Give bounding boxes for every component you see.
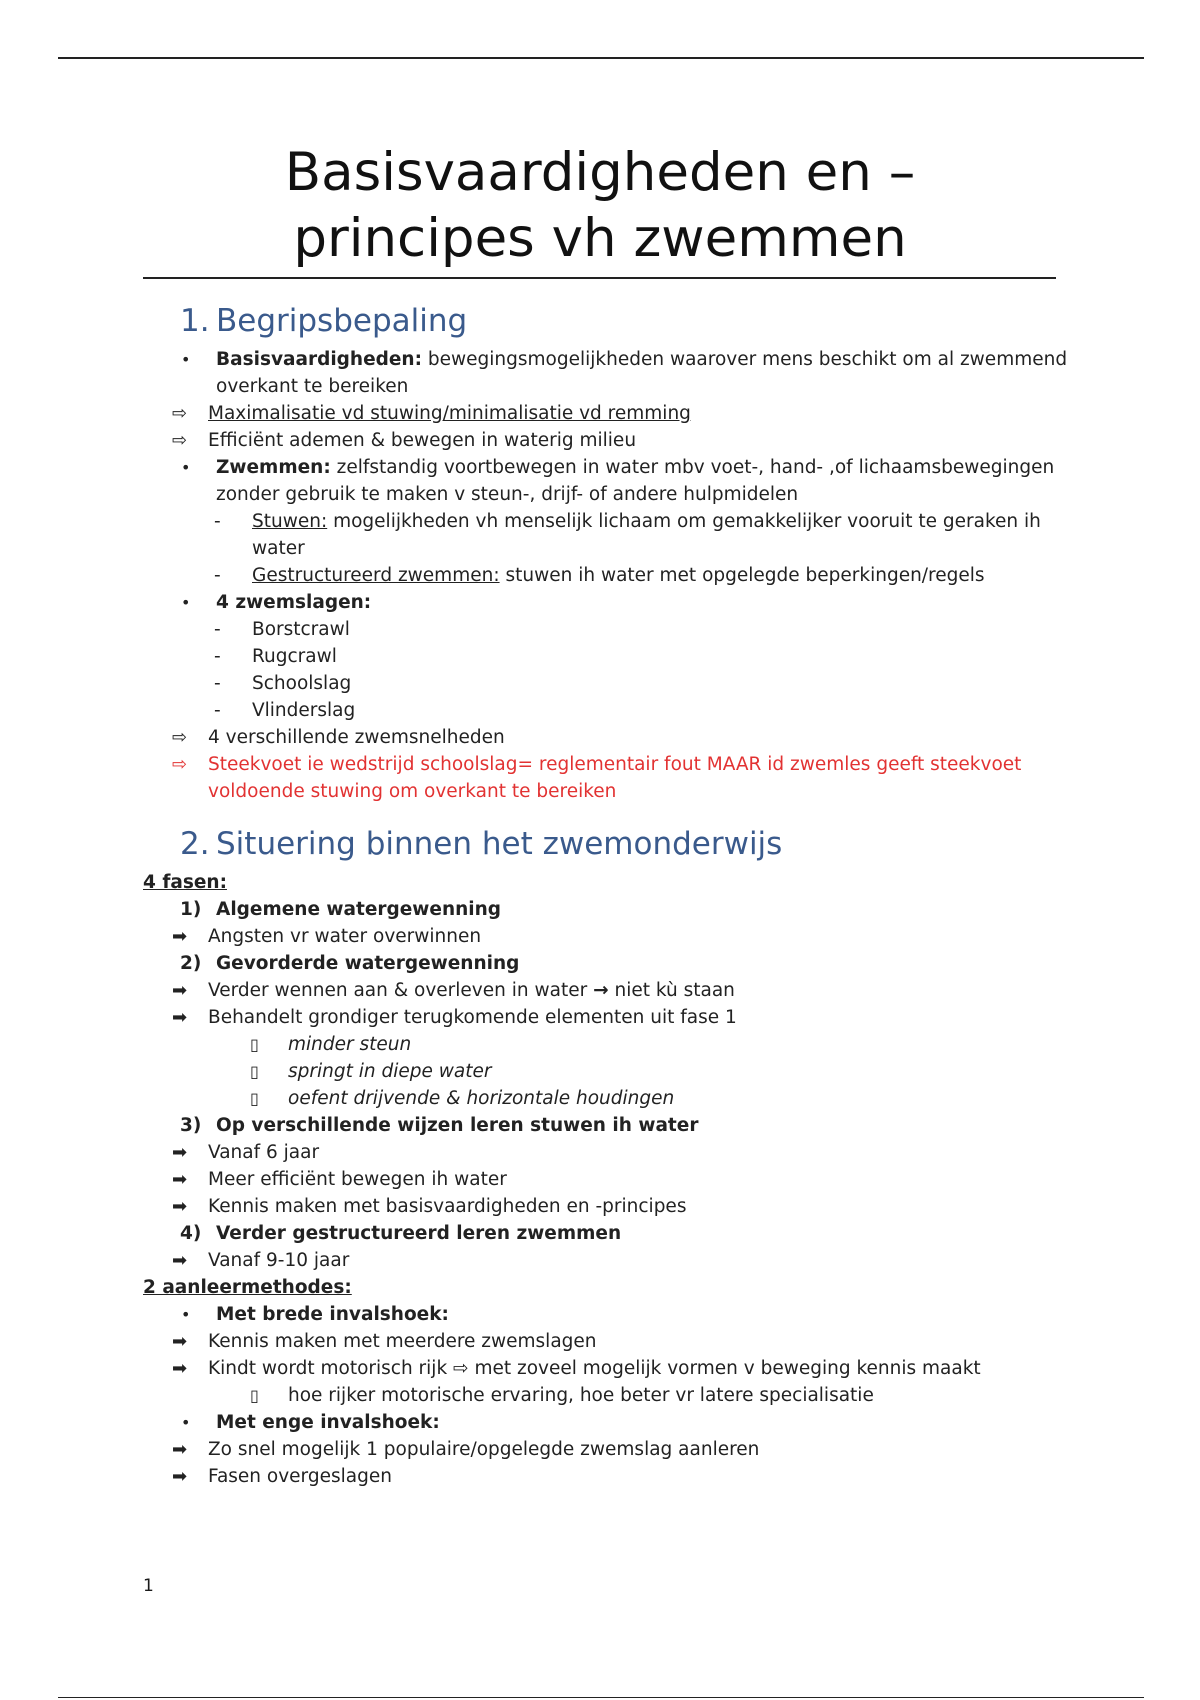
item-text: Vanaf 9-10 jaar <box>208 1250 350 1271</box>
item-text: Borstcrawl <box>252 619 350 640</box>
document-body <box>0 296 1200 1490</box>
item-text: Rugcrawl <box>252 646 337 667</box>
item-text: Schoolslag <box>252 673 352 694</box>
dash-icon: - <box>214 565 221 586</box>
title-line-1: Basisvaardigheden en – <box>284 142 916 203</box>
fasen-label: 4 fasen: <box>143 872 227 893</box>
item-text: niet kù staan <box>608 980 735 1001</box>
list-item <box>0 896 1200 923</box>
page-number: 1 <box>143 1576 154 1596</box>
dash-icon: - <box>214 673 221 694</box>
list-item <box>0 400 1200 427</box>
list-item <box>0 427 1200 454</box>
note-text: voldoende stuwing om overkant te bereiken <box>208 781 617 802</box>
section-heading-situering <box>0 819 1200 869</box>
solid-arrow-icon: ➡ <box>172 980 188 1001</box>
method-title: Met brede invalshoek: <box>216 1304 449 1325</box>
item-text: Fasen overgeslagen <box>208 1466 392 1487</box>
list-item <box>0 616 1200 643</box>
list-item <box>0 1355 1200 1382</box>
section-heading-begripsbepaling <box>0 296 1200 346</box>
list-item <box>0 589 1200 616</box>
list-item <box>0 670 1200 697</box>
list-item <box>0 562 1200 589</box>
item-text: Vlinderslag <box>252 700 356 721</box>
solid-arrow-icon: ➡ <box>172 1331 188 1352</box>
definition: bewegingsmogelijkheden waarover mens beschikt om al zwemmend <box>422 349 1068 370</box>
list-item <box>0 1436 1200 1463</box>
term: Gestructureerd zwemmen: <box>252 565 500 586</box>
solid-arrow-icon: ➡ <box>172 1007 188 1028</box>
page-top-rule <box>58 57 1144 59</box>
section-number: 2. <box>180 826 210 862</box>
document-title <box>140 140 1060 272</box>
note-text: Steekvoet ie wedstrijd schoolslag= reglementair fout MAAR id zwemles geeft steekvoet <box>208 754 1022 775</box>
solid-arrow-icon: ➡ <box>172 1196 188 1217</box>
list-item <box>0 724 1200 751</box>
item-text: Meer efficiënt bewegen ih water <box>208 1169 507 1190</box>
list-number: 3) <box>180 1115 202 1136</box>
solid-arrow-icon: ➡ <box>172 926 188 947</box>
hollow-arrow-icon: ⇨ <box>453 1358 469 1379</box>
list-item <box>0 1220 1200 1247</box>
list-item-note <box>0 751 1200 778</box>
list-item <box>0 1247 1200 1274</box>
item-text: oefent drijvende & horizontale houdingen <box>288 1088 675 1109</box>
item-text: Vanaf 6 jaar <box>208 1142 320 1163</box>
list-item <box>0 346 1200 373</box>
dash-icon: - <box>214 619 221 640</box>
method-title: Met enge invalshoek: <box>216 1412 440 1433</box>
bullet-icon: • <box>181 1305 191 1324</box>
item-text: minder steun <box>288 1034 412 1055</box>
item-text: Kennis maken met basisvaardigheden en -principes <box>208 1196 687 1217</box>
hollow-arrow-icon: ⇨ <box>172 754 188 775</box>
term: Stuwen: <box>252 511 328 532</box>
item-text: Angsten vr water overwinnen <box>208 926 482 947</box>
definition: stuwen ih water met opgelegde beperkingen/regels <box>499 565 985 586</box>
dash-icon: - <box>214 700 221 721</box>
term: Basisvaardigheden: <box>216 349 423 370</box>
fase-title: Gevorderde watergewenning <box>216 953 520 974</box>
bullet-icon: • <box>181 1413 191 1432</box>
bullet-icon: • <box>181 458 191 477</box>
page-bottom-rule <box>58 1697 1144 1698</box>
bullet-icon: • <box>181 593 191 612</box>
fase-title: Verder gestructureerd leren zwemmen <box>216 1223 622 1244</box>
list-item <box>0 977 1200 1004</box>
title-line-2: principes vh zwemmen <box>293 208 907 269</box>
definition: zelfstandig voortbewegen in water mbv voet-, hand- ,of lichaamsbewegingen <box>330 457 1055 478</box>
list-item <box>0 1193 1200 1220</box>
solid-arrow-icon: ➡ <box>172 1439 188 1460</box>
list-item-continuation <box>0 535 1200 562</box>
list-item-continuation <box>0 778 1200 805</box>
fase-title: Op verschillende wijzen leren stuwen ih water <box>216 1115 699 1136</box>
item-text: 4 verschillende zwemsnelheden <box>208 727 505 748</box>
fase-title: Algemene watergewenning <box>216 899 502 920</box>
list-item <box>0 1328 1200 1355</box>
list-item <box>0 1004 1200 1031</box>
list-item-continuation <box>0 481 1200 508</box>
list-number: 4) <box>180 1223 202 1244</box>
list-item <box>0 923 1200 950</box>
box-icon: ▯ <box>250 1089 259 1108</box>
item-text: Efficiënt ademen & bewegen in waterig milieu <box>208 430 637 451</box>
list-number: 2) <box>180 953 202 974</box>
box-icon: ▯ <box>250 1062 259 1081</box>
list-item <box>0 697 1200 724</box>
list-item <box>0 1382 1200 1409</box>
section-number: 1. <box>180 303 210 339</box>
list-item <box>0 1085 1200 1112</box>
solid-arrow-icon: ➡ <box>172 1250 188 1271</box>
term: Zwemmen: <box>216 457 331 478</box>
list-item <box>0 1031 1200 1058</box>
list-item <box>0 1463 1200 1490</box>
hollow-arrow-icon: ⇨ <box>172 727 188 748</box>
subheading <box>0 869 1200 896</box>
list-item <box>0 1301 1200 1328</box>
section-title: Begripsbepaling <box>216 303 468 339</box>
list-item <box>0 1058 1200 1085</box>
definition: zonder gebruik te maken v steun-, drijf- of andere hulpmidelen <box>216 484 799 505</box>
list-item-continuation <box>0 373 1200 400</box>
list-item <box>0 950 1200 977</box>
item-text: Zo snel mogelijk 1 populaire/opgelegde zwemslag aanleren <box>208 1439 760 1460</box>
subheading <box>0 1274 1200 1301</box>
list-item <box>0 643 1200 670</box>
list-item <box>0 508 1200 535</box>
list-item <box>0 1166 1200 1193</box>
item-text: Kindt wordt motorisch rijk <box>208 1358 454 1379</box>
solid-arrow-icon: ➡ <box>172 1358 188 1379</box>
solid-arrow-icon: ➡ <box>172 1142 188 1163</box>
dash-icon: - <box>214 511 221 532</box>
list-number: 1) <box>180 899 202 920</box>
solid-arrow-icon: ➡ <box>172 1169 188 1190</box>
methodes-label: 2 aanleermethodes: <box>143 1277 352 1298</box>
box-icon: ▯ <box>250 1035 259 1054</box>
definition: overkant te bereiken <box>216 376 409 397</box>
hollow-arrow-icon: ⇨ <box>172 403 188 424</box>
item-text: springt in diepe water <box>288 1061 492 1082</box>
item-text: Verder wennen aan & overleven in water <box>208 980 594 1001</box>
box-icon: ▯ <box>250 1386 259 1405</box>
section-title: Situering binnen het zwemonderwijs <box>216 826 783 862</box>
definition: mogelijkheden vh menselijk lichaam om gemakkelijker vooruit te geraken ih <box>327 511 1041 532</box>
right-arrow-icon: → <box>593 980 609 1001</box>
item-text: Behandelt grondiger terugkomende elementen uit fase 1 <box>208 1007 737 1028</box>
solid-arrow-icon: ➡ <box>172 1466 188 1487</box>
item-text: Kennis maken met meerdere zwemslagen <box>208 1331 597 1352</box>
definition: water <box>252 538 305 559</box>
title-underline <box>143 277 1056 279</box>
bullet-icon: • <box>181 350 191 369</box>
item-text: met zoveel mogelijk vormen v beweging kennis maakt <box>468 1358 981 1379</box>
dash-icon: - <box>214 646 221 667</box>
item-text: hoe rijker motorische ervaring, hoe beter vr latere specialisatie <box>288 1385 874 1406</box>
item-text: Maximalisatie vd stuwing/minimalisatie vd remming <box>208 403 691 424</box>
list-item <box>0 1112 1200 1139</box>
list-item <box>0 1409 1200 1436</box>
hollow-arrow-icon: ⇨ <box>172 430 188 451</box>
term: 4 zwemslagen: <box>216 592 372 613</box>
list-item <box>0 1139 1200 1166</box>
list-item <box>0 454 1200 481</box>
